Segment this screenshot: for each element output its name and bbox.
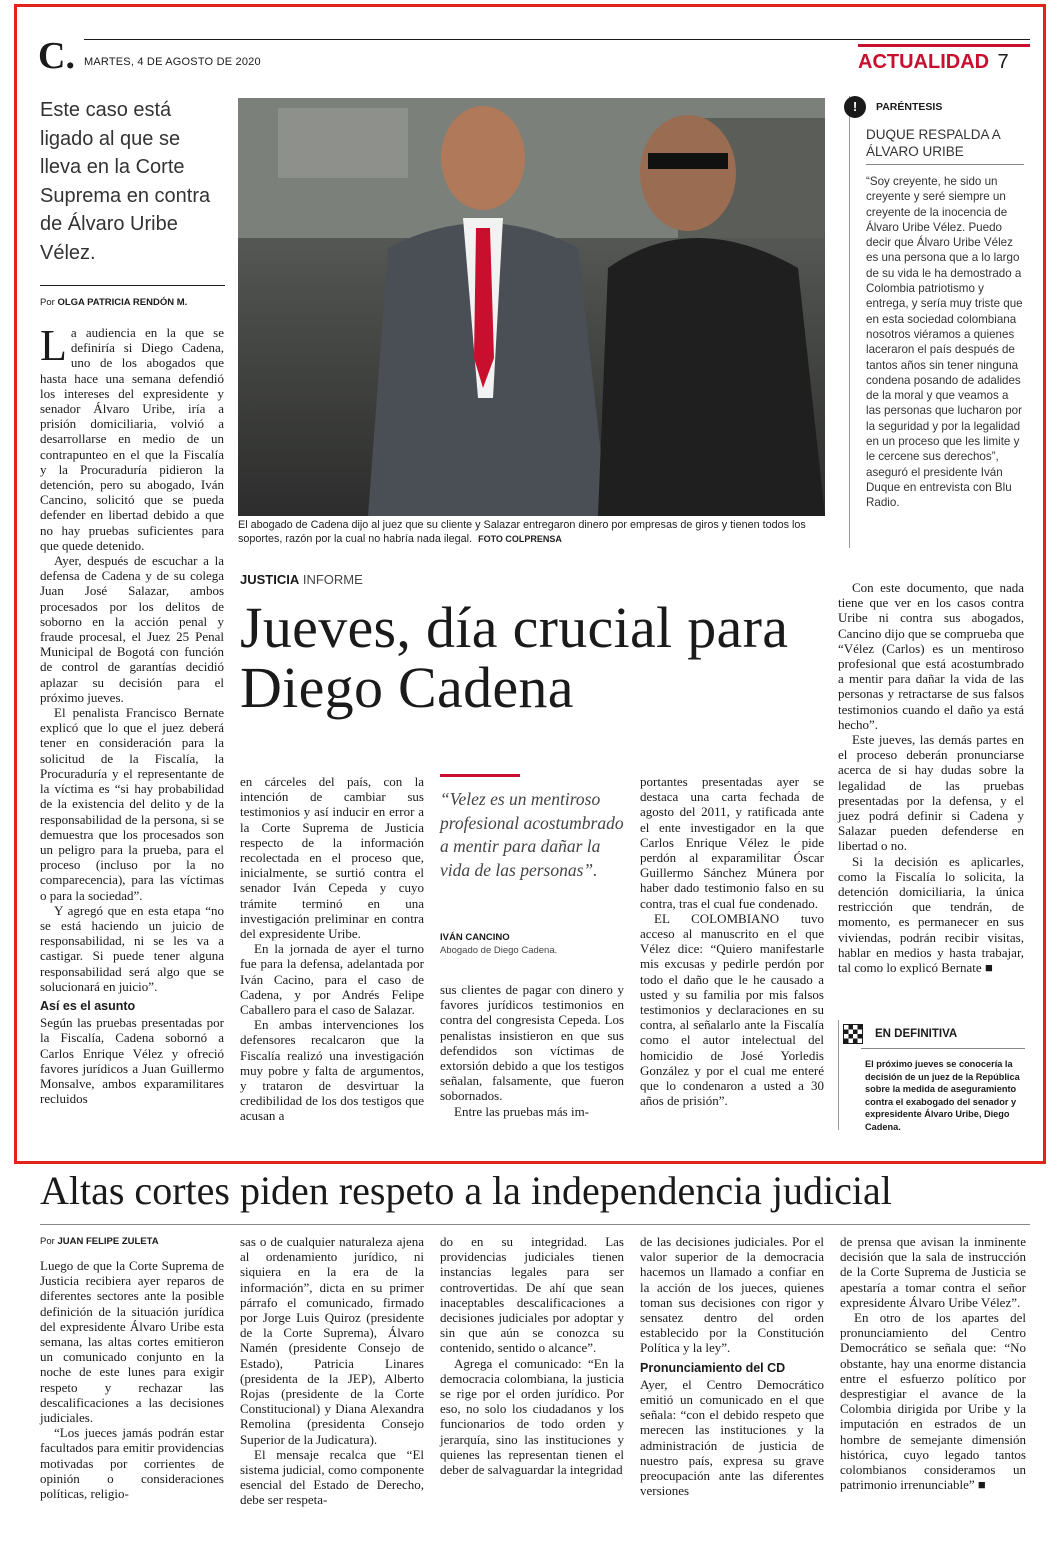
section-label: [858, 44, 1030, 74]
definitiva-text: El próximo jueves se conocería la decisión de un juez de la República sobre la medida de aseguramiento contra el exabogado del senador y expresidente Álvaro Uribe, Diego Cadena.: [865, 1059, 1020, 1132]
parentesis-label: PARÉNTESIS: [876, 101, 943, 113]
article-headline: Jueves, día crucial para Diego Cadena: [240, 595, 789, 720]
second-col-4: [640, 1234, 824, 1498]
paragraph: sus clientes de pagar con dinero y favores jurídicos testimonios en contra del congresista Cepeda. Los penalistas insistieron en que sus defendidos son víctimas de extorsión debido a que los testigos señalan, falsamente, que fueron sobornados.: [440, 982, 624, 1104]
definitiva-box: [838, 1020, 1025, 1130]
page-number: 7: [997, 51, 1009, 73]
paragraph: Si la decisión es aplicarles, como la Fiscalía lo solicita, la detención domiciliaria, la única restricción que tendrán, de momento, es permanecer en sus viviendas, podrán recibir visitas, hablar en medios y hasta trabajar, tal como lo explicó Bernate: [838, 853, 1024, 976]
quote-role: Abogado de Diego Cadena.: [440, 945, 558, 956]
paragraph: Este jueves, las demás partes en el proceso deberán pronunciarse acerca de si hay dudas sobre la legalidad de las pruebas presentadas por la defensa, y el juez podrá definir si Cadena y Salazar pueden defenderse en libertad o no.: [838, 732, 1024, 854]
paragraph: do en su integridad. Las providencias judiciales tienen instancias legales para ser controvertidas. De ahí que sean inaceptables descalificaciones a decisiones judiciales por adoptar y sin que aún se conozca su contenido, sentido o alcance”.: [440, 1234, 624, 1356]
byline-author: OLGA PATRICIA RENDÓN M.: [57, 297, 188, 308]
paragraph: EL COLOMBIANO tuvo acceso al manuscrito en el que Vélez dice: “Quiero manifestarle mis excusas y pedirle perdón por todo el daño que le he causado a usted y su familia por mis falsos testimonios y declaraciones en su contra, al señalarlo ante la Fiscalía como el autor intelectual del homicidio de José Yorledis González y por el cual me enteré que lo condenaron a usted a 30 años de prisión”.: [640, 910, 824, 1109]
pull-quote: “Velez es un mentiroso profesional acostumbrado a mentir para dañar la vida de las personas”.: [440, 789, 624, 880]
article-col-4: [640, 774, 824, 1108]
paragraph: En la jornada de ayer el turno fue para la defensa, adelantada por Iván Cacino, para el caso de Cadena, y por Andrés Felipe Caballero para el caso de Salazar.: [240, 941, 424, 1018]
article-col-2: [240, 774, 424, 1124]
kicker-type: INFORME: [302, 572, 363, 587]
paragraph: Ayer, después de escuchar a la defensa de Cadena y de su colega Juan José Salazar, ambos procesados por los delitos de soborno en la acción penal y fraude procesal, el Juez 25 Penal Municipal de Bogotá con función de control de garantías decidió aplazar su decisión para el próximo jueves.: [40, 553, 224, 705]
second-col-5: [840, 1234, 1026, 1492]
byline-prefix: Por: [40, 1236, 55, 1247]
definitiva-label: EN DEFINITIVA: [875, 1028, 958, 1040]
article-col-5: [838, 580, 1024, 975]
byline: [40, 297, 187, 308]
paragraph: Y agregó que en esta etapa “no se está haciendo un juicio de responsabilidad, ni se les va a castigar. Si puede tener alguna responsabilidad será algo que se solucionará en juicio”.: [40, 902, 224, 994]
paragraph: de las decisiones judiciales. Por el valor superior de la democracia hacemos un llamado a confiar en la acción de los jueces, quienes toman sus decisiones con rigor y sensatez dentro del orden establecido por la Constitución Política y la ley”.: [640, 1234, 824, 1356]
second-col-2: [240, 1234, 424, 1508]
header-rule: [84, 39, 1030, 40]
article-kicker: [240, 572, 363, 587]
dropcap: L: [40, 321, 67, 370]
paragraph: en cárceles del país, con la intención de cambiar sus testimonios y así inducir en error a la Corte Suprema de Justicia respecto de la información recolectada en el proceso que, inicialmente, se surtió contra el senador Iván Cepeda y cuyo trámite terminó en una investigación preliminar en contra del expresidente Uribe.: [240, 774, 424, 942]
paragraph: Ayer, el Centro Democrático emitió un comunicado en el que señala: “con el debido respeto que merecen las instituciones y la administración de justicia de nuestro país, expresa su grave preocupación ante las diferentes versiones: [640, 1376, 824, 1499]
photo-illustration: [238, 98, 825, 516]
logo-letter: C.: [38, 35, 75, 77]
quote-accent-rule: [440, 774, 520, 777]
byline-author: JUAN FELIPE ZULETA: [57, 1236, 159, 1247]
paragraph: sas o de cualquier naturaleza ajena al ordenamiento jurídico, ni siquiera en la era de la información”, dicta en su primer párrafo el comunicado, firmado por Jorge Luis Quiroz (presidente de la Corte Suprema), Álvaro Namén (presidente Consejo de Estado), Patricia Linares (presidenta de la JEP), Alberto Rojas (presidente de la Corte Constitucional) y Diana Alexandra Remolina (presidenta Consejo Superior de la Judicatura).: [240, 1234, 424, 1447]
paragraph: Luego de que la Corte Suprema de Justicia recibiera ayer reparos de diferentes sectores ante la posible definición de la situación jurídica del expresidente Álvaro Uribe esta semana, las altas cortes emitieron un comunicado conjunto en la noche de este lunes para exigir respeto y rechazar las descalificaciones a las decisiones judiciales.: [40, 1258, 224, 1426]
kicker-section: JUSTICIA: [240, 572, 300, 587]
paragraph: En ambas intervenciones los defensores recalcaron que la Fiscalía realizó una investigación muy pobre y falta de argumentos, y trataron de desvirtuar la credibilidad de los dos testigos que acusan a: [240, 1017, 424, 1124]
caption-text: El abogado de Cadena dijo al juez que su cliente y Salazar entregaron dinero por empresas de giros y tienen todos los soportes, razón por la cual no habría nada ilegal.: [238, 519, 806, 545]
subhead: Así es el asunto: [40, 998, 136, 1013]
issue-date: MARTES, 4 DE AGOSTO DE 2020: [84, 56, 261, 68]
parentesis-rule: [866, 164, 1024, 165]
paragraph: Entre las pruebas más im-: [454, 1103, 590, 1119]
byline-prefix: Por: [40, 297, 55, 308]
parentesis-text: “Soy creyente, he sido un creyente y seré siempre un creyente de la inocencia de Álvaro Uribe Vélez. Puedo decir que Álvaro Uribe Vélez es una persona que a lo largo de su vida le ha demostrado a Colombia patriotismo y entrega, y sería muy triste que en esta sociedad colombiana nosotros viéramos a quienes laceraron el país después de tantos años sin tener ninguna condena posando de adalides de la moral y que veamos a las personas que lucharon por la seguridad y por la legalidad en un proceso que les limite y le cercene sus derechos”, aseguró el presidente Iván Duque en entrevista con Blu Radio.: [866, 175, 1023, 510]
end-mark-icon: ■: [984, 960, 993, 976]
paragraph: a audiencia en la que se definiría si Diego Cadena, uno de los abogados que hasta hace una semana defendió los intereses del expresidente y senador Álvaro Uribe, iría a prisión domiciliaria, volvió a desarrollarse en medio de un contrapunteo en el que la Fiscalía y la Procuraduría pidieron la detención, pero su abogado, Iván Cancino, solicitó que se pueda defender en libertad debido a que no hay pruebas suficientes para que quede detenido.: [40, 325, 224, 553]
second-headline: Altas cortes piden respeto a la independencia judicial: [40, 1168, 892, 1213]
photo-credit: FOTO COLPRENSA: [478, 534, 562, 544]
second-col-3: [440, 1234, 624, 1477]
checker-icon: [843, 1024, 863, 1044]
paragraph: En otro de los apartes del pronunciamiento del Centro Democrático se señala que: “No obstante, hay una enorme distancia entre el esfuerzo político por desprestigiar el avance de la Colombia dirigida por Uribe y la imputación en estrados de un hombre de semejante dimensión histórica, cuyo legado tantos colombianos consideramos un patrimonio irrenunciable”: [840, 1310, 1026, 1493]
lead-summary: Este caso está ligado al que se lleva en la Corte Suprema en contra de Álvaro Uribe Vélez.: [40, 99, 211, 264]
exclamation-icon: !: [844, 96, 866, 118]
news-photo: [238, 98, 825, 516]
lead-rule: [40, 285, 225, 286]
paragraph: Según las pruebas presentadas por la Fiscalía, Cadena sobornó a Carlos Enrique Vélez y ofreció favores jurídicos a Juan Guillermo Monsalve, ambos exparamilitares recluidos: [40, 1015, 224, 1107]
parentesis-box: [849, 96, 1026, 548]
second-rule: [40, 1224, 1030, 1225]
article-col-1: [40, 321, 224, 1107]
paragraph: El mensaje recalca que “El sistema judicial, como componente esencial del Estado de Derecho, debe ser respeta-: [240, 1446, 424, 1508]
section-name: ACTUALIDAD: [858, 51, 990, 73]
paragraph: Agrega el comunicado: “En la democracia colombiana, la justicia se rige por el orden jurídico. Por eso, no solo los ciudadanos y los funcionarios de todo orden y jerarquía, sino las instituciones y quienes las representan tienen el deber de salvaguardar la integridad: [440, 1355, 624, 1478]
definitiva-rule: [861, 1048, 1025, 1049]
article-col-3: [440, 982, 624, 1119]
second-col-1: [40, 1258, 224, 1501]
subhead: Pronunciamiento del CD: [640, 1360, 786, 1375]
paragraph: “Los jueces jamás podrán estar facultados para emitir providencias motivadas por corrientes de opinión o consideraciones políticas, religio-: [40, 1425, 224, 1502]
photo-caption: [238, 518, 828, 546]
paragraph: El penalista Francisco Bernate explicó que lo que el juez deberá tener en consideración para la solicitud de la Fiscalía, la Procuraduría y el representante de la víctima es “si hay probabilidad de la existencia del delito y de la responsabilidad de la persona, si se demuestra que los procesados son un peligro para la prueba, para el proceso (incluso por la no comparecencia), para las víctimas o para la sociedad”.: [40, 705, 224, 903]
end-mark-icon: ■: [977, 1477, 986, 1493]
paragraph: Con este documento, que nada tiene que ver en los casos contra Uribe ni contra sus abogados, Cancino dijo que se comprueba que “Vélez (Carlos) es un mentiroso profesional que está acostumbrado a mentir para dañar la vida de las personas y retractarse de sus falsos testimonios cuando el daño ya está hecho”.: [838, 580, 1024, 732]
second-byline: [40, 1236, 159, 1247]
logo: [38, 35, 75, 77]
paragraph: de prensa que avisan la inminente decisión que la sala de instrucción de la Corte Suprema de Justicia se apestaría a tomar contra el señor expresidente Álvaro Uribe Vélez”.: [840, 1234, 1026, 1310]
parentesis-title: DUQUE RESPALDA A ÁLVARO URIBE: [866, 127, 1001, 159]
paragraph: portantes presentadas ayer se destaca una carta fechada de agosto del 2011, y ratificada ante el ente investigador en la que Carlos Enrique Vélez le pide perdón al exparamilitar Óscar Guillermo Sánchez Múnera por haber dado testimonio falso en su contra, tras el cual fue condenado.: [640, 774, 824, 911]
quote-author: IVÁN CANCINO: [440, 932, 510, 943]
